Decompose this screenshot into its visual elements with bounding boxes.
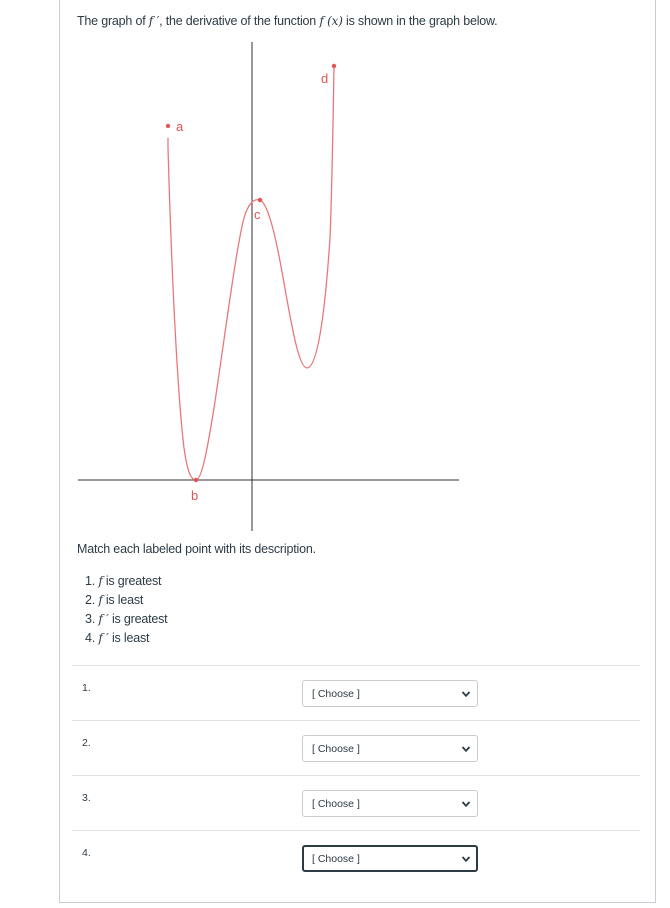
chevron-down-icon xyxy=(461,854,471,864)
match-number: 2. xyxy=(82,737,91,749)
match-row-3 xyxy=(72,775,640,831)
intro-fx: f (x) xyxy=(319,14,343,28)
match-select-4[interactable] xyxy=(302,845,478,872)
intro-text-3: is shown in the graph below. xyxy=(342,14,498,28)
chevron-down-icon xyxy=(461,799,471,809)
chevron-down-icon xyxy=(461,689,471,699)
match-row-1 xyxy=(72,665,640,721)
match-select-3[interactable] xyxy=(302,790,478,817)
point-b xyxy=(194,478,198,482)
match-select-1[interactable] xyxy=(302,680,478,707)
description-item: 2. f is least xyxy=(85,593,144,607)
match-prompt: Match each labeled point with its description. xyxy=(77,542,316,556)
select-value: [ Choose ] xyxy=(312,853,360,865)
derivative-graph xyxy=(74,38,464,534)
label-a: a xyxy=(176,119,184,134)
point-c xyxy=(258,198,262,202)
point-d xyxy=(332,64,336,68)
intro-fprime: f ′ xyxy=(148,14,160,28)
intro-text-1: The graph of xyxy=(77,14,149,28)
description-list xyxy=(85,572,167,648)
description-item: 4. f ′ is least xyxy=(85,631,150,645)
select-value: [ Choose ] xyxy=(312,743,360,755)
match-row-2 xyxy=(72,720,640,776)
label-d: d xyxy=(321,71,329,86)
description-item: 3. f ′ is greatest xyxy=(85,612,168,626)
point-a xyxy=(166,124,170,128)
intro-text-2: , the derivative of the function xyxy=(159,14,320,28)
chevron-down-icon xyxy=(461,744,471,754)
select-value: [ Choose ] xyxy=(312,798,360,810)
description-item: 1. f is greatest xyxy=(85,574,162,588)
fprime-curve xyxy=(168,66,334,480)
match-row-4 xyxy=(72,830,640,886)
match-number: 3. xyxy=(82,792,91,804)
label-c: c xyxy=(254,207,261,222)
match-select-2[interactable] xyxy=(302,735,478,762)
match-number: 4. xyxy=(82,847,91,859)
question-intro xyxy=(77,14,497,28)
label-b: b xyxy=(191,488,199,503)
select-value: [ Choose ] xyxy=(312,688,360,700)
match-number: 1. xyxy=(82,682,91,694)
